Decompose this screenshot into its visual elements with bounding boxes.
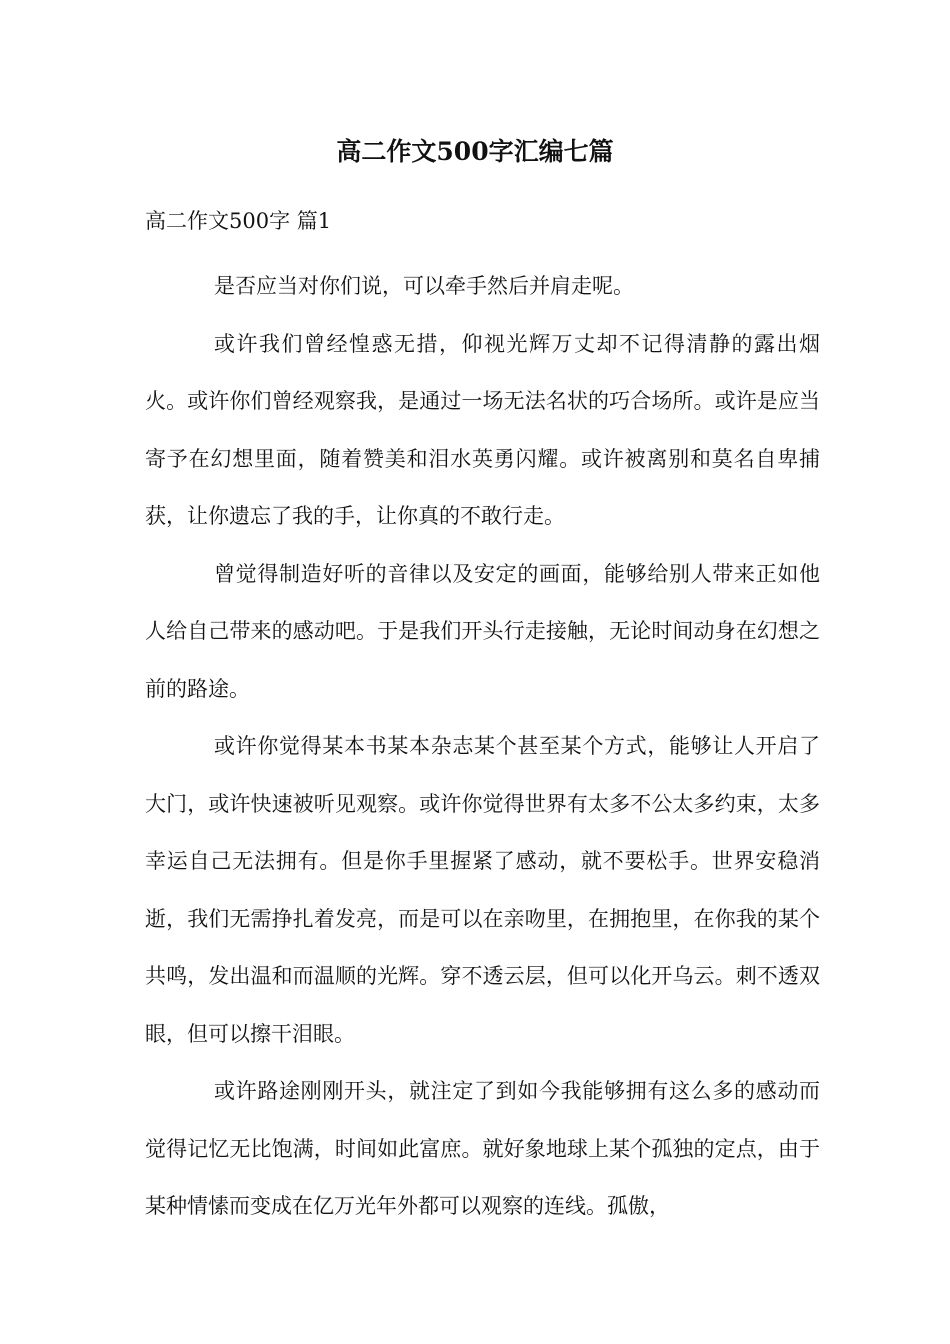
document-body <box>145 258 820 1236</box>
paragraph: 是否应当对你们说，可以牵手然后并肩走呢。 <box>214 274 634 298</box>
paragraph: 曾觉得制造好听的音律以及安定的画面，能够给别人带来正如他人给自己带来的感动吧。于是我们开头行走接触，无论时间动身在幻想之前的路途。 <box>145 561 820 701</box>
paragraph: 或许你觉得某本书某本杂志某个甚至某个方式，能够让人开启了大门，或许快速被听见观察。或许你觉得世界有太多不公太多约束，太多幸运自己无法拥有。但是你手里握紧了感动，就不要松手。世界安稳消逝，我们无需挣扎着发亮，而是可以在亲吻里，在拥抱里，在你我的某个共鸣，发出温和而温顺的光辉。穿不透云层，但可以化开乌云。刺不透双眼，但可以擦干泪眼。 <box>145 734 820 1046</box>
section-heading: 高二作文500字 篇1 <box>145 209 332 233</box>
paragraph: 或许路途刚刚开头，就注定了到如今我能够拥有这么多的感动而觉得记忆无比饱满，时间如此富庶。就好象地球上某个孤独的定点，由于某种情愫而变成在亿万光年外都可以观察的连线。孤傲， <box>145 1079 820 1218</box>
paragraph: 或许我们曾经惶惑无措，仰视光辉万丈却不记得清静的露出烟火。或许你们曾经观察我，是通过一场无法名状的巧合场所。或许是应当寄予在幻想里面，随着赞美和泪水英勇闪耀。或许被离别和莫名自卑捕获，让你遗忘了我的手，让你真的不敢行走。 <box>145 331 820 528</box>
document-title: 高二作文500字汇编七篇 <box>336 137 614 166</box>
